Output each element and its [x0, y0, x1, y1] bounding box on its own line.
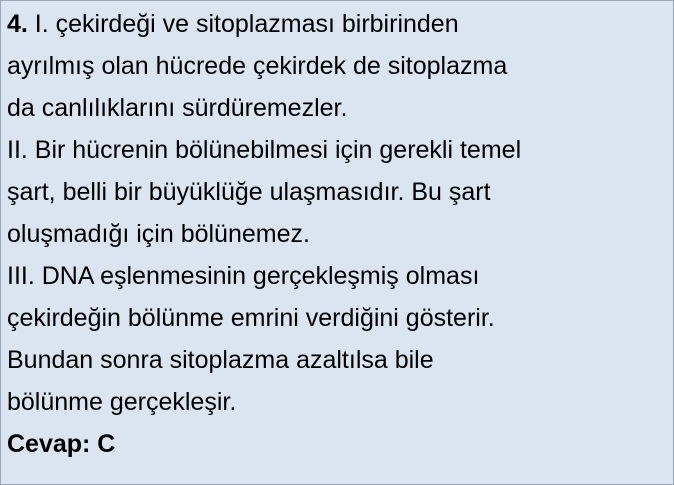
statement-3-line-3: Bundan sonra sitoplazma azaltılsa bile: [7, 346, 434, 374]
explanation-text: [7, 3, 671, 465]
statement-2-line-3: oluşmadığı için bölünemez.: [7, 220, 310, 248]
answer-label: Cevap: C: [7, 430, 116, 458]
statement-1-line-2: ayrılmış olan hücrede çekirdek de sitoplazma: [7, 52, 508, 80]
question-number: 4.: [7, 10, 28, 38]
statement-3-line-4: bölünme gerçekleşir.: [7, 388, 237, 416]
statement-2-line-2: şart, belli bir büyüklüğe ulaşmasıdır. Bu şart: [7, 178, 491, 206]
statement-1-line-3: da canlılıklarını sürdüremezler.: [7, 94, 348, 122]
statement-3-line-1: III. DNA eşlenmesinin gerçekleşmiş olması: [7, 262, 480, 290]
statement-1-line-1: I. çekirdeği ve sitoplazması birbirinden: [27, 10, 459, 38]
statement-3-line-2: çekirdeğin bölünme emrini verdiğini gösterir.: [7, 304, 495, 332]
line-1: [7, 3, 671, 45]
statement-2-line-1: II. Bir hücrenin bölünebilmesi için gerekli temel: [7, 136, 522, 164]
